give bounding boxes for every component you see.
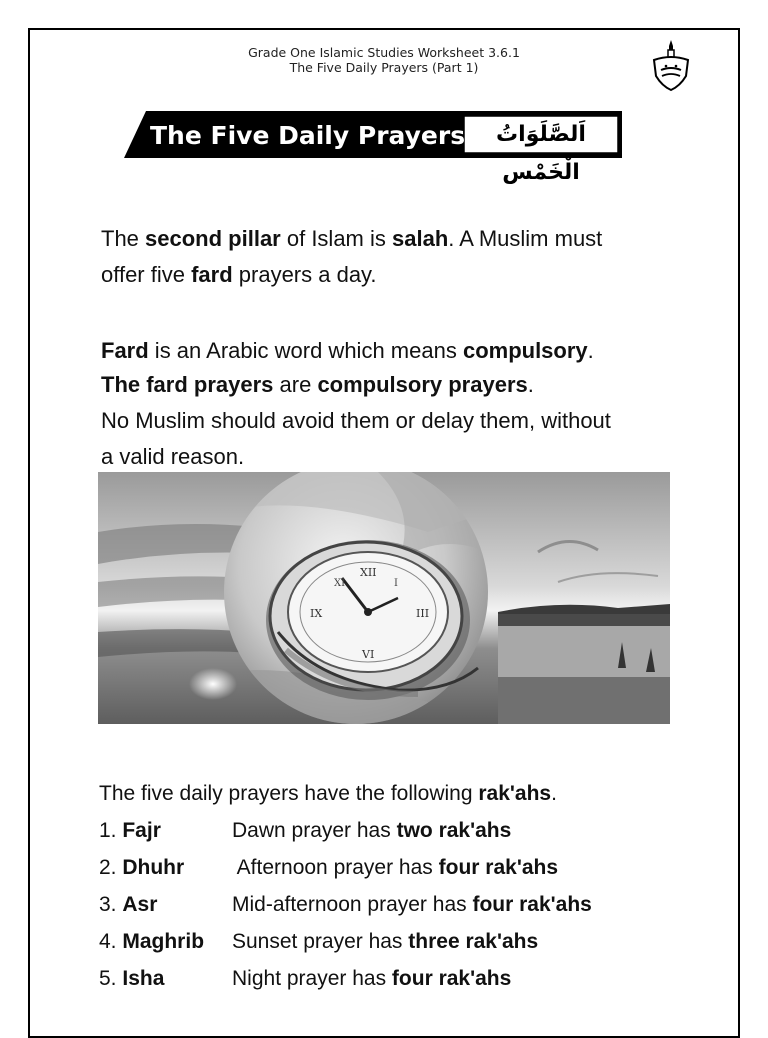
- fard-line-1: Fard is an Arabic word which means compulsory.: [101, 338, 594, 363]
- intro-line-2: offer five fard prayers a day.: [101, 262, 377, 287]
- svg-text:I: I: [394, 578, 398, 589]
- svg-text:III: III: [416, 607, 430, 620]
- prayer-row-isha: 5. Isha Night prayer has four rak'ahs: [99, 967, 512, 990]
- school-crest-icon: [650, 38, 692, 92]
- banner-title-english: The Five Daily Prayers: [150, 121, 466, 150]
- banner-title-arabic: اَلصَّلَوَاتُ الْخَمْس: [496, 122, 586, 185]
- rakahs-intro: The five daily prayers have the following rak'ahs.: [99, 782, 557, 805]
- prayer-row-asr: 3. Asr Mid-afternoon prayer has four rak'ahs: [99, 893, 592, 916]
- prayer-row-maghrib: 4. Maghrib Sunset prayer has three rak'ahs: [99, 930, 539, 953]
- svg-text:IX: IX: [310, 607, 323, 620]
- pocket-watch-image: [98, 472, 670, 724]
- intro-line-1: The second pillar of Islam is salah. A Muslim must: [101, 226, 603, 251]
- fard-line-2: The fard prayers are compulsory prayers.: [101, 372, 534, 397]
- svg-text:VI: VI: [362, 648, 375, 661]
- worksheet-subtitle: The Five Daily Prayers (Part 1): [289, 60, 479, 75]
- svg-text:XII: XII: [360, 566, 377, 579]
- svg-text:XI: XI: [334, 578, 346, 589]
- fard-line-3: No Muslim should avoid them or delay them, without: [101, 408, 611, 433]
- prayer-row-fajr: 1. Fajr Dawn prayer has two rak'ahs: [99, 819, 512, 842]
- prayer-row-dhuhr: 2. Dhuhr Afternoon prayer has four rak'ahs: [99, 856, 559, 879]
- fard-line-4: a valid reason.: [101, 444, 245, 469]
- worksheet-title: Grade One Islamic Studies Worksheet 3.6.1: [248, 45, 520, 60]
